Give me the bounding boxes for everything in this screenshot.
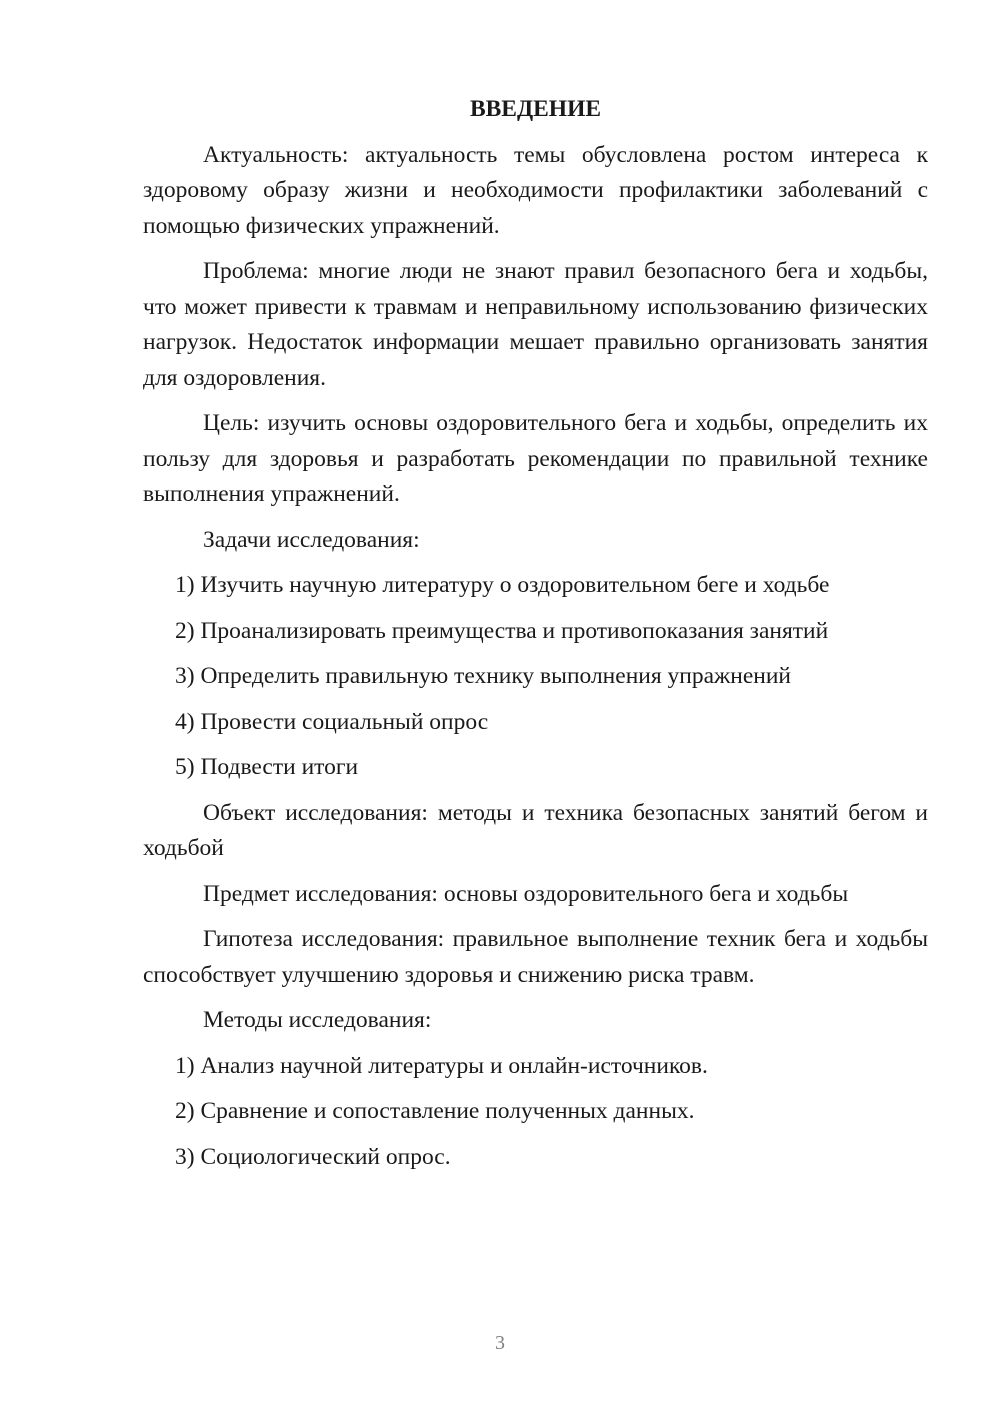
hypothesis-paragraph: Гипотеза исследования: правильное выполнение техник бега и ходьбы способствует улучшению здоровья и снижению риска травм.: [143, 926, 928, 988]
goal-paragraph: Цель: изучить основы оздоровительного бега и ходьбы, определить их пользу для здоровья и разработать рекомендации по правильной технике выполнения упражнений.: [143, 410, 928, 507]
task-item-2: 2) Проанализировать преимущества и противопоказания занятий: [175, 617, 829, 644]
task-item-3: 3) Определить правильную технику выполнения упражнений: [175, 663, 792, 689]
tasks-heading: Задачи исследования:: [203, 526, 420, 553]
problem-paragraph: Проблема: многие люди не знают правил безопасного бега и ходьбы, что может привести к травмам и неправильному использованию физических нагрузок. Недостаток информации мешает правильно организовать занятия для оздоровления.: [143, 258, 928, 391]
relevance-paragraph: Актуальность: актуальность темы обусловлена ростом интереса к здоровому образу жизни и необходимости профилактики заболеваний с помощью физических упражнений.: [143, 141, 928, 239]
task-item-5: 5) Подвести итоги: [175, 754, 359, 780]
document-title: ВВЕДЕНИЕ: [469, 96, 602, 122]
subject-paragraph: Предмет исследования: основы оздоровительного бега и ходьбы: [203, 880, 849, 907]
page-number: 3: [495, 1332, 505, 1354]
method-item-3: 3) Социологический опрос.: [175, 1143, 451, 1170]
method-item-1: 1) Анализ научной литературы и онлайн-источников.: [175, 1052, 708, 1079]
task-item-1: 1) Изучить научную литературу о оздоровительном беге и ходьбе: [175, 572, 830, 598]
object-paragraph: Объект исследования: методы и техника безопасных занятий бегом и ходьбой: [143, 799, 928, 861]
task-item-4: 4) Провести социальный опрос: [175, 708, 489, 735]
method-item-2: 2) Сравнение и сопоставление полученных данных.: [175, 1098, 695, 1124]
methods-heading: Методы исследования:: [203, 1007, 432, 1033]
document-page: [143, 92, 928, 1185]
